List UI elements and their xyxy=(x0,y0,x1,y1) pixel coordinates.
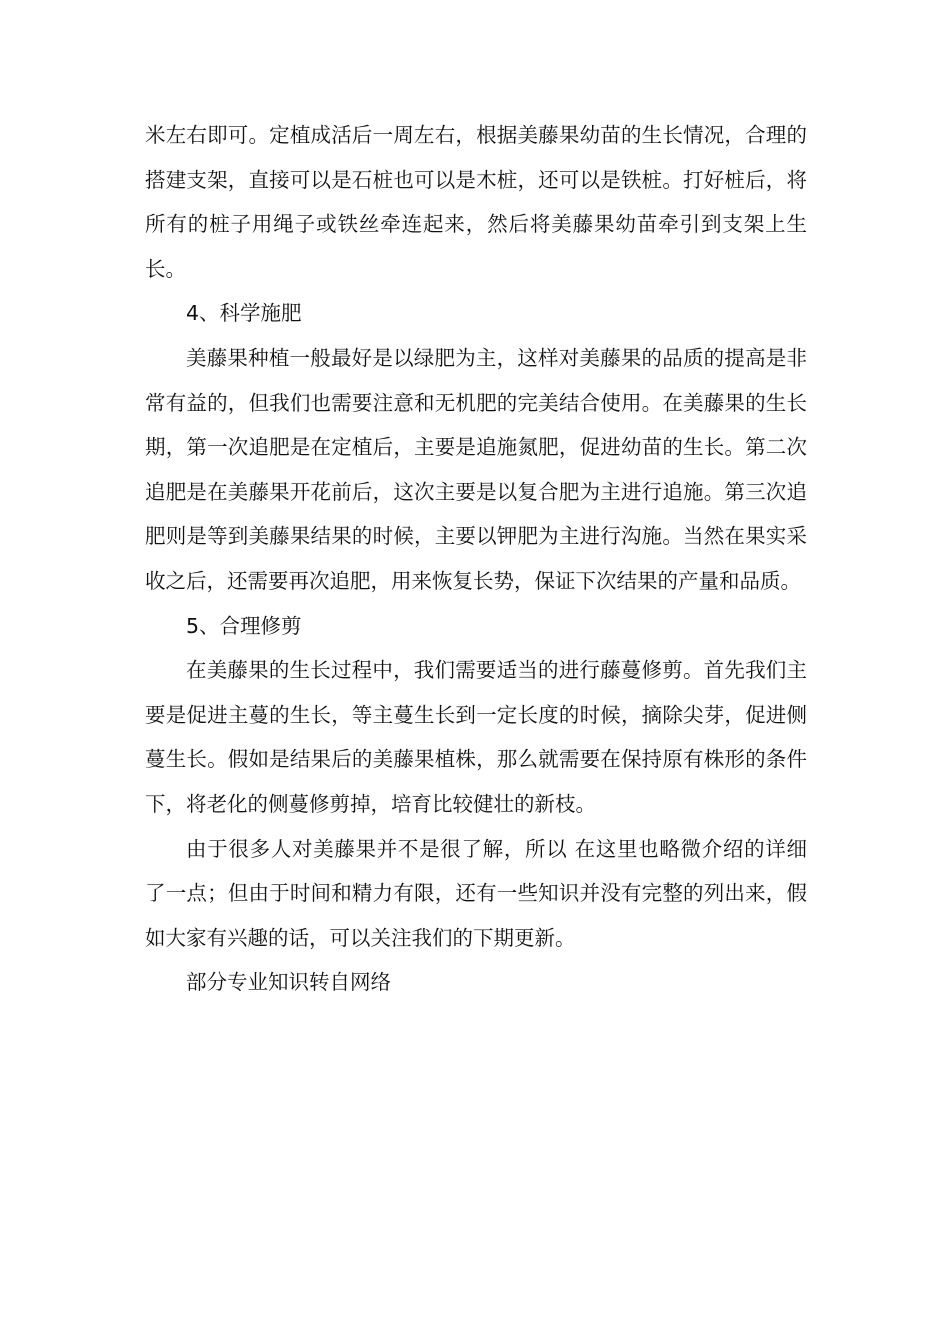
body-paragraph-continued: 米左右即可。定植成活后一周左右，根据美藤果幼苗的生长情况，合理的搭建支架，直接可以是石桩也可以是木桩，还可以是铁桩。打好桩后，将所有的桩子用绳子或铁丝牵连起来，然后将美藤果幼苗牵引到支架上生长。 xyxy=(145,123,807,281)
source-note: 部分专业知识转自网络 xyxy=(186,970,391,995)
document-body xyxy=(145,113,807,1005)
section-heading-fertilizing: 4、科学施肥 xyxy=(186,301,302,326)
body-paragraph-closing: 由于很多人对美藤果并不是很了解，所以 在这里也略微介绍的详细了一点；但由于时间和精力有限，还有一些知识并没有完整的列出来，假如大家有兴趣的话，可以关注我们的下期更新。 xyxy=(145,836,807,950)
body-paragraph-pruning: 在美藤果的生长过程中，我们需要适当的进行藤蔓修剪。首先我们主要是促进主蔓的生长，等主蔓生长到一定长度的时候，摘除尖芽，促进侧蔓生长。假如是结果后的美藤果植株，那么就需要在保持原有株形的条件下，将老化的侧蔓修剪掉，培育比较健壮的新枝。 xyxy=(145,658,807,816)
section-heading-pruning: 5、合理修剪 xyxy=(186,613,302,638)
body-paragraph-fertilizing: 美藤果种植一般最好是以绿肥为主，这样对美藤果的品质的提高是非常有益的，但我们也需要注意和无机肥的完美结合使用。在美藤果的生长期，第一次追肥是在定植后，主要是追施氮肥，促进幼苗的生长。第二次追肥是在美藤果开花前后，这次主要是以复合肥为主进行追施。第三次追肥则是等到美藤果结果的时候，主要以钾肥为主进行沟施。当然在果实采收之后，还需要再次追肥，用来恢复长势，保证下次结果的产量和品质。 xyxy=(145,345,807,593)
